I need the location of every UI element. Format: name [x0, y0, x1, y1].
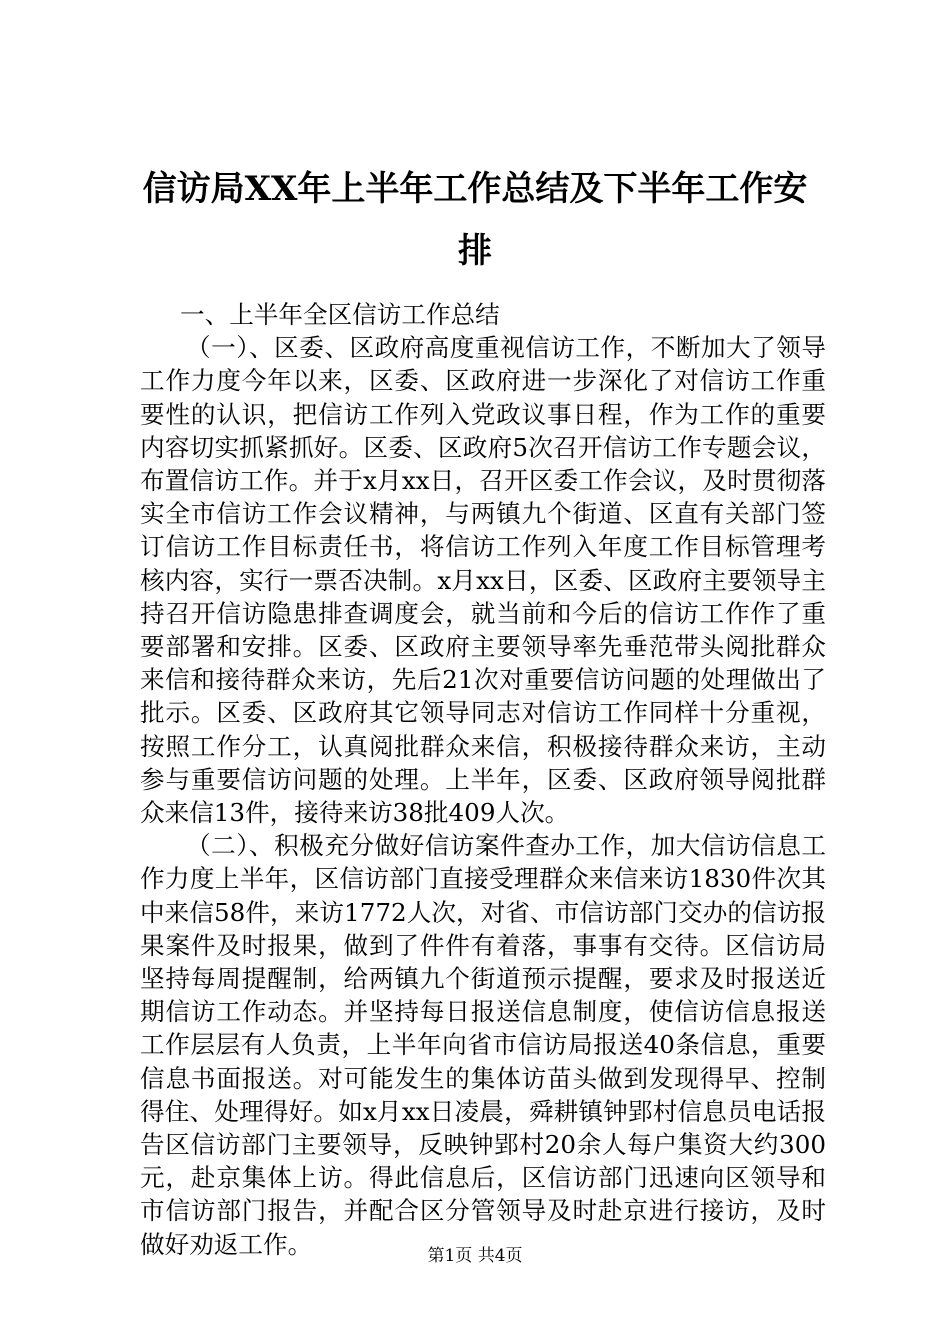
document-title: 信访局XX年上半年工作总结及下半年工作安排 — [142, 169, 808, 271]
document-body — [140, 298, 826, 1261]
section-heading: 一、上半年全区信访工作总结 — [180, 300, 500, 329]
paragraph-1: （一）、区委、区政府高度重视信访工作，不断加大了领导工作力度今年以来，区委、区政府进一步深化了对信访工作重要性的认识，把信访工作列入党政议事日程，作为工作的重要内容切实抓紧抓好。区委、区政府5次召开信访工作专题会议，布置信访工作。并于x月xx日，召开区委工作会议，及时贯彻落实全市信访工作会议精神，与两镇九个街道、区直有关部门签订信访工作目标责任书，将信访工作列入年度工作目标管理考核内容，实行一票否决制。x月xx日，区委、区政府主要领导主持召开信访隐患排查调度会，就当前和今后的信访工作作了重要部署和安排。区委、区政府主要领导率先垂范带头阅批群众来信和接待群众来访，先后21次对重要信访问题的处理做出了批示。区委、区政府其它领导同志对信访工作同样十分重视，按照工作分工，认真阅批群众来信，积极接待群众来访，主动参与重要信访问题的处理。上半年，区委、区政府领导阅批群众来信13件，接待来访38批409人次。 — [140, 333, 826, 828]
page-footer: 第1页 共4页 — [427, 1246, 523, 1266]
paragraph-2: （二）、积极充分做好信访案件查办工作，加大信访信息工作力度上半年，区信访部门直接受理群众来信来访1830件次其中来信58件，来访1772人次，对省、市信访部门交办的信访报果案件及时报果，做到了件件有着落，事事有交待。区信访局坚持每周提醒制，给两镇九个街道预示提醒，要求及时报送近期信访工作动态。并坚持每日报送信息制度，使信访信息报送工作层层有人负责，上半年向省市信访局报送40条信息，重要信息书面报送。对可能发生的集体访苗头做到发现得早、控制得住、处理得好。如x月xx日凌晨，舜耕镇钟郢村信息员电话报告区信访部门主要领导，反映钟郢村20余人每户集资大约300元，赴京集体上访。得此信息后，区信访部门迅速向区领导和市信访部门报告，并配合区分管领导及时赴京进行接访，及时做好劝返工作。 — [140, 831, 826, 1259]
